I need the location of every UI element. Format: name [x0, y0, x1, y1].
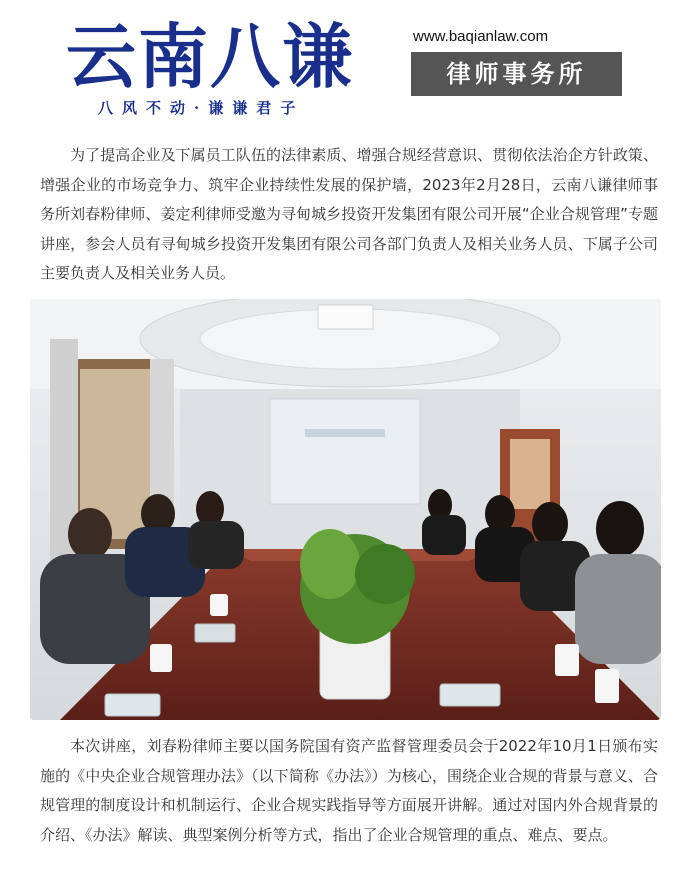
- intro-paragraph: 为了提高企业及下属员工队伍的法律素质、增强合规经营意识、贯彻依法治企方针政策、增强企业的市场竞争力、筑牢企业持续性发展的保护墙，2023年2月28日，云南八谦律师事务所刘春粉律师、姜定利律师受邀为寻甸城乡投资开发集团有限公司开展“企业合规管理”专题讲座，参会人员有寻甸城乡投资开发集团有限公司各部门负责人及相关业务人员、下属子公司主要负责人及相关业务人员。: [40, 146, 658, 282]
- meeting-photo: [30, 299, 661, 720]
- logo-slogan: 八风不动·谦谦君子: [98, 99, 305, 117]
- website-url[interactable]: www.baqianlaw.com: [413, 28, 549, 45]
- logo-title: 云南八谦: [66, 15, 354, 98]
- firm-label-box: 律师事务所: [411, 52, 622, 96]
- header: [0, 0, 691, 125]
- lecture-paragraph: 本次讲座，刘春粉律师主要以国务院国有资产监督管理委员会于2022年10月1日颁布实施的《中央企业合规管理办法》（以下简称《办法》）为核心，围绕企业合规的背景与意义、合规管理的制度设计和机制运行、企业合规实践指导等方面展开讲解。通过对国内外合规背景的介绍、《办法》解读、典型案例分析等方式，指出了企业合规管理的重点、难点、要点。: [40, 737, 658, 844]
